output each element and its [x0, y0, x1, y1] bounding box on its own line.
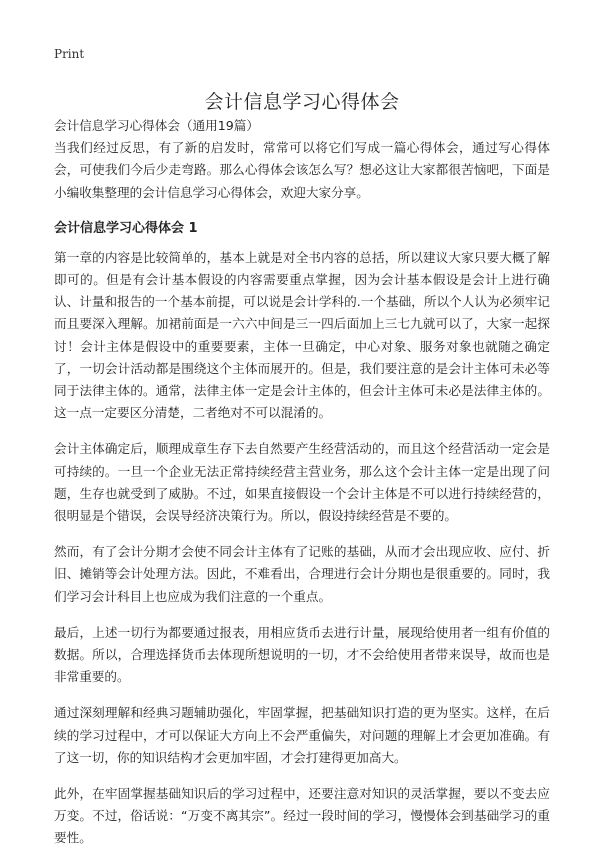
- print-link[interactable]: Print: [54, 47, 85, 61]
- body-paragraph-1: 第一章的内容是比较简单的，基本上就是对全书内容的总括，所以建议大家只要大概了解即可的。但是有会计基本假设的内容需要重点掌握，因为会计基本假设是会计上进行确认、计量和报告的一个基本前提，可以说是会计学科的.一个基础，所以个人认为必须牢记而且要深入理解。加裙前面是一六六中间是三一四后面加上三七九就可以了，大家一起探讨！会计主体是假设中的重要要素，主体一旦确定，中心对象、服务对象也就随之确定了，一切会计活动都是围绕这个主体而展开的。但是，我们要注意的是会计主体可未必等同于法律主体的。通常，法律主体一定是会计主体的，但会计主体可未必是法律主体的。这一点一定要区分清楚，二者绝对不可以混淆的。: [54, 249, 550, 421]
- body-paragraph-3: 然而，有了会计分期才会使不同会计主体有了记账的基础，从而才会出现应收、应付、折旧、摊销等会计处理方法。因此，不难看出，合理进行会计分期也是很重要的。同时，我们学习会计科目上也应成为我们注意的一个重点。: [54, 544, 550, 604]
- body-paragraph-2: 会计主体确定后，顺理成章生存下去自然要产生经营活动的，而且这个经营活动一定会是可持续的。一旦一个企业无法正常持续经营主营业务，那么这个会计主体一定是出现了问题，生存也就受到了威胁。不过，如果直接假设一个会计主体是不可以进行持续经营的，很明显是个错误，会误导经济决策行为。所以，假设持续经营是不要的。: [54, 441, 550, 524]
- body-paragraph-4: 最后，上述一切行为都要通过报表，用相应货币去进行计量，展现给使用者一组有价值的数据。所以，合理选择货币去体现所想说明的一切，才不会给使用者带来误导，故而也是非常重要的。: [54, 624, 550, 685]
- body-paragraph-5: 通过深刻理解和经典习题辅助强化，牢固掌握，把基础知识打造的更为坚实。这样，在后续的学习过程中，才可以保证大方向上不会严重偏失，对问题的理解上才会更加准确。有了这一切，你的知识结构才会更加牢固，才会打建得更加高大。: [54, 705, 550, 765]
- section-heading: 会计信息学习心得体会 1: [54, 220, 198, 236]
- page-title: 会计信息学习心得体会: [204, 91, 400, 113]
- section-body: [54, 247, 550, 850]
- body-paragraph-6: 此外，在牢固掌握基础知识后的学习过程中，还要注意对知识的灵活掌握，要以不变去应万变。不过，俗话说：“万变不离其宗”。经过一段时间的学习，慢慢体会到基础学习的重要性。: [54, 786, 550, 846]
- document-subtitle: 会计信息学习心得体会（通用19篇）: [54, 118, 259, 133]
- intro-paragraph: 当我们经过反思，有了新的启发时，常常可以将它们写成一篇心得体会，通过写心得体会，可使我们今后少走弯路。那么心得体会该怎么写？想必这让大家都很苦恼吧，下面是小编收集整理的会计信息学习心得体会，欢迎大家分享。: [54, 140, 550, 200]
